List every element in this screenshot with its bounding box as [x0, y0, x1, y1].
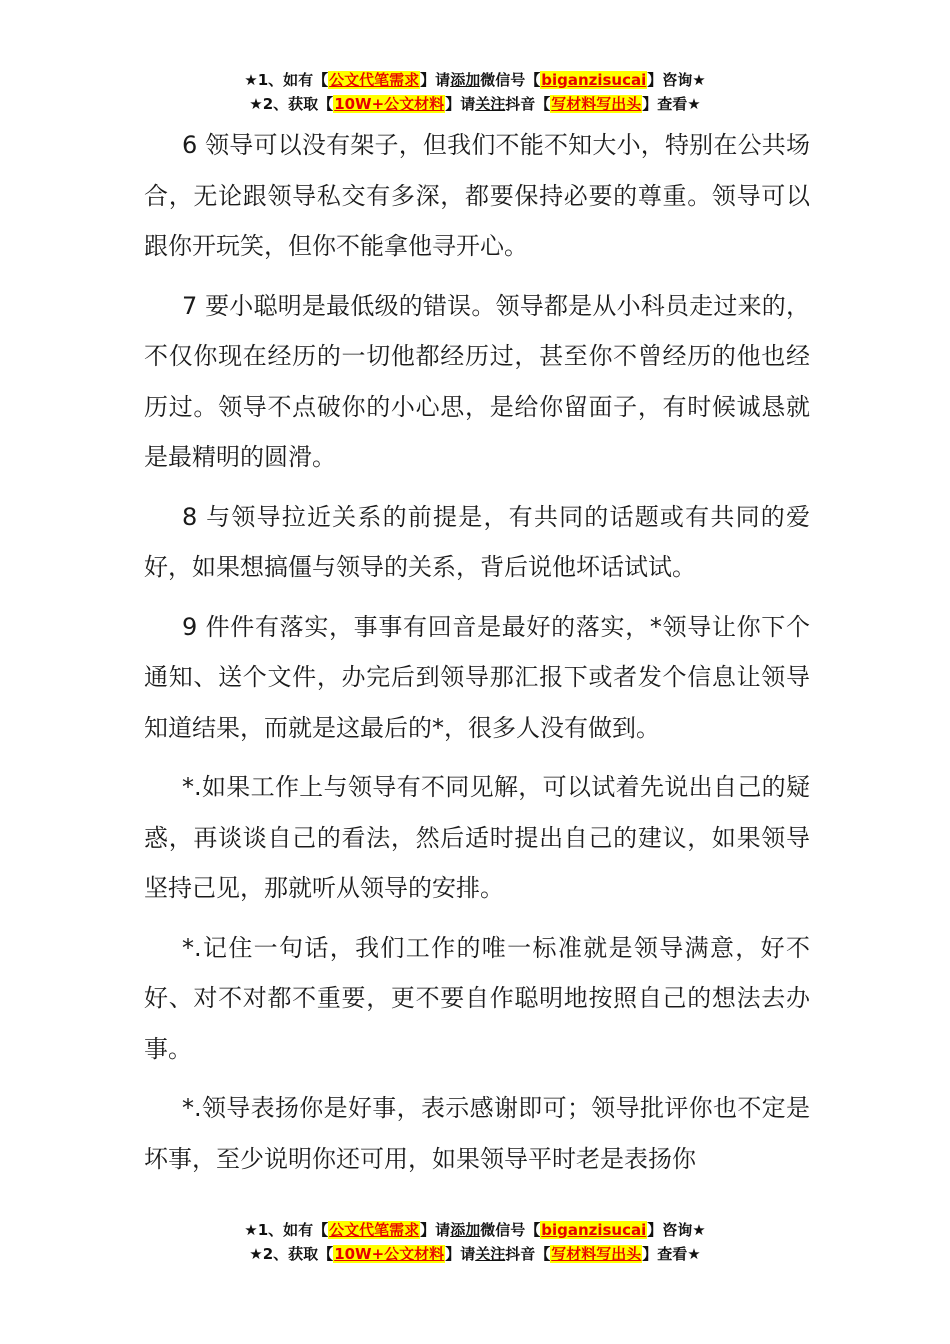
- banner-line-1: [0, 68, 950, 92]
- highlight-wechat-id: biganzisucai: [541, 1221, 647, 1239]
- highlight-service: 公文代笔需求: [329, 1221, 420, 1239]
- document-body: [144, 120, 810, 1193]
- banner-underlined: 关注: [475, 95, 506, 113]
- banner-text: ★2、获取【: [249, 95, 334, 113]
- banner-text: 】查看★: [642, 1245, 701, 1263]
- paragraph: *.记住一句话，我们工作的唯一标准就是领导满意，好不好、对不对都不重要，更不要自作聪明地按照自己的想法去办事。: [144, 933, 810, 1063]
- banner-underlined: 添加: [450, 71, 481, 89]
- highlight-douyin: 写材料写出头: [551, 1245, 642, 1263]
- highlight-materials: 10W+公文材料: [334, 1245, 445, 1263]
- highlight-douyin: 写材料写出头: [551, 95, 642, 113]
- banner-text: 】请: [420, 1221, 451, 1239]
- banner-text: ★2、获取【: [249, 1245, 334, 1263]
- paragraph: 7 要小聪明是最低级的错误。领导都是从小科员走过来的，不仅你现在经历的一切他都经历过，甚至你不曾经历的他也经历过。领导不点破你的小心思，是给你留面子，有时候诚恳就是最精明的圆滑。: [144, 291, 810, 471]
- paragraph: *.如果工作上与领导有不同见解，可以试着先说出自己的疑惑，再谈谈自己的看法，然后适时提出自己的建议，如果领导坚持己见，那就听从领导的安排。: [144, 773, 810, 902]
- banner-text: 】请: [445, 1245, 476, 1263]
- highlight-wechat-id: biganzisucai: [541, 71, 647, 89]
- banner-text: 】查看★: [642, 95, 701, 113]
- paragraph: 9 件件有落实，事事有回音是最好的落实，*领导让你下个通知、送个文件，办完后到领导那汇报下或者发个信息让领导知道结果，而就是这最后的*，很多人没有做到。: [144, 612, 810, 742]
- banner-text: 】请: [420, 71, 451, 89]
- banner-text: 】咨询★: [647, 1221, 706, 1239]
- highlight-materials: 10W+公文材料: [334, 95, 445, 113]
- header-banner: [0, 68, 950, 116]
- banner-text: 抖音【: [505, 1245, 551, 1263]
- footer-banner: [0, 1218, 950, 1266]
- paragraph: 8 与领导拉近关系的前提是，有共同的话题或有共同的爱好，如果想搞僵与领导的关系，背后说他坏话试试。: [144, 502, 810, 581]
- banner-text: 】咨询★: [647, 71, 706, 89]
- banner-text: ★1、如有【: [244, 71, 329, 89]
- banner-text: 】请: [445, 95, 476, 113]
- banner-line-2: [0, 1242, 950, 1266]
- banner-text: 微信号【: [480, 1221, 541, 1239]
- banner-text: ★1、如有【: [244, 1221, 329, 1239]
- highlight-service: 公文代笔需求: [329, 71, 420, 89]
- banner-underlined: 关注: [475, 1245, 506, 1263]
- paragraph: *.领导表扬你是好事，表示感谢即可；领导批评你也不定是坏事，至少说明你还可用，如果领导平时老是表扬你: [144, 1094, 810, 1173]
- banner-underlined: 添加: [450, 1221, 481, 1239]
- banner-line-2: [0, 92, 950, 116]
- banner-text: 抖音【: [505, 95, 551, 113]
- banner-line-1: [0, 1218, 950, 1242]
- banner-text: 微信号【: [480, 71, 541, 89]
- paragraph: 6 领导可以没有架子，但我们不能不知大小，特别在公共场合，无论跟领导私交有多深，都要保持必要的尊重。领导可以跟你开玩笑，但你不能拿他寻开心。: [144, 131, 810, 260]
